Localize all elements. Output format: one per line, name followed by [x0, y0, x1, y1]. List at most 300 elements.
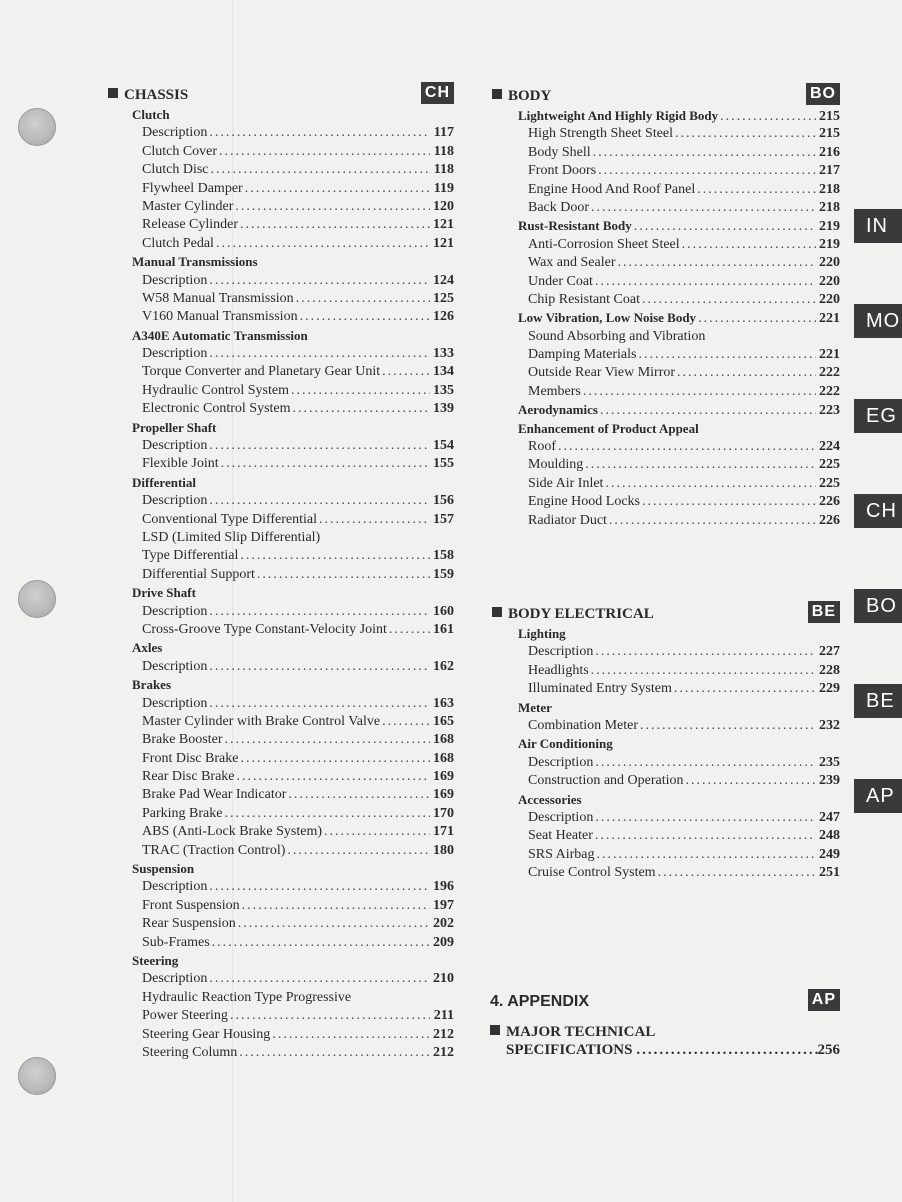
body-electrical-code-tab: BE: [808, 601, 840, 623]
bullet-square-icon: [490, 1025, 500, 1035]
binder-hole-middle: [18, 580, 56, 618]
leader-dots: [696, 310, 816, 328]
toc-group-heading: Manual Transmissions: [132, 254, 258, 270]
toc-entry: [132, 1044, 454, 1062]
toc-entry-page: 169: [433, 769, 454, 785]
toc-entry-title: Cross-Groove Type Constant-Velocity Joint: [142, 621, 387, 637]
leader-dots: [289, 382, 430, 400]
toc-entry: [518, 254, 840, 272]
appendix-entry-title-cont: SPECIFICATIONS: [506, 1042, 633, 1058]
leader-dots: [593, 827, 816, 845]
toc-group-heading: [518, 107, 840, 125]
leader-dots: [286, 786, 430, 804]
leader-dots: [581, 383, 816, 401]
toc-entry: [132, 731, 454, 749]
leader-dots: [695, 181, 816, 199]
toc-entry: [132, 915, 454, 933]
toc-entry-page: 222: [819, 383, 840, 399]
toc-entry: [132, 143, 454, 161]
leader-dots: [207, 695, 430, 713]
toc-entry-page: 135: [433, 382, 454, 398]
toc-entry-title: Master Cylinder: [142, 198, 234, 214]
appendix-heading: [490, 991, 840, 1013]
toc-entry-title: Sub-Frames: [142, 934, 210, 950]
toc-entry-title: Description: [142, 971, 208, 987]
leader-dots: [718, 108, 816, 126]
toc-entry-page: 228: [819, 662, 840, 678]
toc-entry-page: 216: [819, 144, 840, 160]
leader-dots: [636, 346, 816, 364]
body-electrical-title: BODY ELECTRICAL: [508, 606, 654, 622]
leader-dots: [672, 680, 816, 698]
toc-entry-page: 118: [433, 162, 454, 178]
appendix-entry-line2: [490, 1041, 840, 1059]
toc-entry-title: Headlights: [528, 662, 589, 678]
toc-entry: [518, 680, 840, 698]
toc-group-heading: Suspension: [132, 861, 195, 877]
toc-entry-page: 169: [433, 787, 454, 803]
leader-dots: [228, 1007, 430, 1025]
toc-entry-page: 159: [433, 566, 454, 582]
toc-entry-title: V160 Manual Transmission: [142, 309, 298, 325]
toc-entry-title: Under Coat: [528, 273, 593, 289]
toc-group-heading: Enhancement of Product Appeal: [518, 420, 699, 436]
toc-entry: [132, 382, 454, 400]
toc-group-page: 221: [819, 311, 840, 327]
leader-dots: [640, 493, 816, 511]
leader-dots: [380, 713, 430, 731]
toc-entry-page: 170: [433, 805, 454, 821]
toc-entry: [132, 198, 454, 216]
toc-entry-title: Description: [142, 879, 208, 895]
toc-entry: [132, 695, 454, 713]
leader-dots: [638, 717, 816, 735]
toc-entry-title: Steering Column: [142, 1044, 238, 1060]
appendix-entry-line1: [490, 1023, 840, 1041]
binder-hole-bottom: [18, 1057, 56, 1095]
toc-entry: [132, 161, 454, 179]
toc-entry: [132, 124, 454, 142]
toc-entry: Hydraulic Reaction Type Progressive: [142, 989, 352, 1005]
toc-entry-title: Conventional Type Differential: [142, 511, 318, 527]
toc-entry: [132, 823, 454, 841]
leader-dots: [322, 823, 430, 841]
leader-dots: [207, 272, 430, 290]
toc-entry-page: 120: [433, 198, 454, 214]
leader-dots: [593, 754, 816, 772]
toc-entry-page: 220: [819, 255, 840, 271]
toc-entry-title: Description: [142, 125, 208, 141]
leader-dots: [207, 658, 430, 676]
toc-entry-page: 168: [433, 732, 454, 748]
toc-entry-title: Combination Meter: [528, 717, 639, 733]
toc-group-heading: Drive Shaft: [132, 585, 196, 601]
body-heading: [492, 85, 840, 107]
bullet-square-icon: [492, 89, 502, 99]
toc-entry-title: Torque Converter and Planetary Gear Unit: [142, 364, 381, 380]
toc-entry: [132, 216, 454, 234]
leader-dots: [214, 235, 430, 253]
toc-entry-page: 218: [819, 199, 840, 215]
toc-entry-title: Description: [142, 493, 208, 509]
toc-entry-title: Release Cylinder: [142, 217, 239, 233]
leader-dots: [222, 805, 430, 823]
toc-entry-page: 197: [433, 897, 454, 913]
toc-entry: [132, 970, 454, 988]
toc-entry: [132, 566, 454, 584]
toc-entry-title: Description: [142, 695, 208, 711]
toc-entry: [132, 897, 454, 915]
toc-entry-title: Outside Rear View Mirror: [528, 365, 676, 381]
toc-group-page: 223: [819, 403, 840, 419]
toc-entry: [132, 750, 454, 768]
leader-dots: [294, 290, 430, 308]
leader-dots: [589, 199, 816, 217]
toc-entry: [518, 364, 840, 382]
toc-entry-title: Differential Support: [142, 566, 255, 582]
toc-entry-title: Steering Gear Housing: [142, 1026, 271, 1042]
leader-dots: [380, 363, 430, 381]
toc-entry-title: Clutch Disc: [142, 162, 209, 178]
leader-dots: [673, 125, 816, 143]
toc-entry-title: Description: [528, 644, 594, 660]
appendix-title: 4. APPENDIX: [490, 993, 589, 1010]
leader-dots: [238, 547, 430, 565]
leader-dots: [589, 662, 816, 680]
leader-dots: [209, 161, 431, 179]
toc-entry: [518, 438, 840, 456]
toc-entry: [518, 236, 840, 254]
toc-group-heading: Axles: [132, 640, 163, 656]
toc-entry-page: 249: [819, 846, 840, 862]
toc-group-heading: [518, 217, 840, 235]
toc-group-heading: Brakes: [132, 677, 171, 693]
toc-group-name: Lightweight And Highly Rigid Body: [518, 108, 719, 123]
toc-entry: LSD (Limited Slip Differential): [142, 529, 321, 545]
toc-entry-page: 232: [819, 717, 840, 733]
leader-dots: [243, 180, 430, 198]
toc-entry-title: Engine Hood Locks: [528, 494, 640, 510]
toc-entry-page: 165: [433, 713, 454, 729]
toc-entry-page: 119: [433, 180, 454, 196]
toc-entry: [518, 383, 840, 401]
leader-dots: [603, 475, 816, 493]
toc-entry: [132, 934, 454, 952]
toc-group-page: 219: [819, 219, 840, 235]
toc-entry-page: 163: [433, 695, 454, 711]
appendix-code-tab: AP: [808, 989, 840, 1011]
toc-group-heading: Air Conditioning: [518, 736, 613, 752]
appendix-section: [490, 991, 840, 1059]
leader-dots: [255, 566, 430, 584]
toc-entry-title: Brake Booster: [142, 732, 223, 748]
toc-entry: [518, 717, 840, 735]
toc-entry-page: 212: [433, 1044, 454, 1060]
edge-tab-bo[interactable]: BO: [854, 589, 902, 623]
toc-entry: [132, 713, 454, 731]
toc-entry-title: Clutch Cover: [142, 143, 218, 159]
toc-group-heading: [518, 401, 840, 419]
toc-entry-title: Radiator Duct: [528, 512, 607, 528]
toc-entry-title: Hydraulic Control System: [142, 382, 289, 398]
toc-group-heading: Accessories: [518, 791, 582, 807]
leader-dots: [598, 402, 816, 420]
chassis-heading: [108, 84, 454, 106]
toc-entry: [132, 437, 454, 455]
toc-entry-page: 217: [819, 163, 840, 179]
toc-entry: [132, 603, 454, 621]
toc-entry: [518, 346, 840, 364]
leader-dots: [235, 768, 430, 786]
leader-dots: [675, 364, 816, 382]
toc-entry: [132, 786, 454, 804]
toc-entry-page: 229: [819, 681, 840, 697]
toc-group-heading: Propeller Shaft: [132, 419, 217, 435]
toc-entry: [132, 768, 454, 786]
leader-dots: [680, 236, 816, 254]
toc-entry: [132, 345, 454, 363]
toc-entry-page: 155: [433, 456, 454, 472]
toc-entry-title: Type Differential: [142, 548, 239, 564]
toc-entry: [132, 805, 454, 823]
toc-entry-page: 171: [433, 824, 454, 840]
toc-group-heading: Meter: [518, 699, 552, 715]
leader-dots: [207, 603, 430, 621]
bullet-square-icon: [108, 88, 118, 98]
toc-entry: [132, 878, 454, 896]
toc-entry: [132, 235, 454, 253]
toc-entry: [518, 144, 840, 162]
toc-entry-page: 168: [433, 750, 454, 766]
toc-entry-title: Chip Resistant Coat: [528, 291, 640, 307]
toc-group-heading: Clutch: [132, 107, 170, 122]
toc-entry-title: Moulding: [528, 457, 584, 473]
toc-entry-page: 226: [819, 494, 840, 510]
leader-dots: [236, 915, 430, 933]
leader-dots: [237, 1044, 430, 1062]
toc-entry-page: 124: [433, 272, 454, 288]
toc-entry-page: 121: [433, 235, 454, 251]
toc-entry: [132, 290, 454, 308]
leader-dots: [207, 345, 430, 363]
toc-group-heading: Steering: [132, 952, 179, 968]
edge-tab-mo[interactable]: MO: [854, 304, 902, 338]
toc-entry-page: 251: [819, 865, 840, 881]
toc-entry-page: 211: [433, 1008, 454, 1024]
toc-entry-title: TRAC (Traction Control): [142, 842, 286, 858]
toc-entry-title: Damping Materials: [528, 347, 637, 363]
leader-dots: [207, 437, 430, 455]
body-electrical-heading: [492, 603, 840, 625]
toc-entry-page: 158: [433, 548, 454, 564]
toc-entry-page: 117: [433, 125, 454, 141]
toc-entry-page: 209: [433, 934, 454, 950]
appendix-entry-title: MAJOR TECHNICAL: [506, 1024, 656, 1040]
toc-group-heading: Lighting: [518, 626, 566, 641]
toc-entry-title: Description: [142, 438, 208, 454]
toc-entry-page: 139: [433, 401, 454, 417]
toc-entry-title: Engine Hood And Roof Panel: [528, 181, 696, 197]
toc-entry-page: 156: [433, 493, 454, 509]
leader-dots: [222, 731, 430, 749]
toc-entry: [132, 308, 454, 326]
leader-dots: [291, 400, 430, 418]
toc-entry: [132, 511, 454, 529]
toc-entry-title: Clutch Pedal: [142, 235, 214, 251]
leader-dots: [593, 809, 816, 827]
toc-entry: [518, 754, 840, 772]
toc-entry: [518, 512, 840, 530]
toc-entry-page: 221: [819, 347, 840, 363]
edge-tab-eg[interactable]: EG: [854, 399, 902, 433]
toc-entry: [518, 662, 840, 680]
edge-tab-in[interactable]: IN: [854, 209, 902, 243]
toc-entry: [518, 864, 840, 882]
leader-dots: [207, 878, 430, 896]
toc-entry-page: 239: [819, 773, 840, 789]
toc-group-name: Rust-Resistant Body: [518, 218, 632, 234]
toc-entry-title: Description: [142, 603, 208, 619]
toc-entry-page: 220: [819, 291, 840, 307]
toc-entry-title: Cruise Control System: [528, 865, 656, 881]
toc-entry: [132, 455, 454, 473]
toc-entry-page: 220: [819, 273, 840, 289]
leader-dots: [207, 124, 430, 142]
toc-entry-title: Front Doors: [528, 163, 597, 179]
leader-dots: [298, 308, 430, 326]
toc-entry-page: 125: [433, 290, 454, 306]
toc-entry-page: 162: [433, 658, 454, 674]
toc-entry-page: 227: [819, 644, 840, 660]
toc-group-heading: A340E Automatic Transmission: [132, 327, 308, 343]
toc-entry-title: Front Suspension: [142, 897, 240, 913]
toc-entry-title: Seat Heater: [528, 828, 593, 844]
toc-entry-title: Front Disc Brake: [142, 750, 239, 766]
toc-entry: [132, 1007, 454, 1025]
toc-entry-title: Master Cylinder with Brake Control Valve: [142, 713, 381, 729]
toc-entry-title: Back Door: [528, 199, 590, 215]
toc-entry-page: 157: [433, 511, 454, 527]
appendix-entry-page: 256: [817, 1042, 840, 1058]
toc-entry: [518, 273, 840, 291]
toc-entry-page: 161: [433, 621, 454, 637]
body-contents: [492, 107, 840, 530]
toc-entry: [518, 291, 840, 309]
toc-entry-title: Flexible Joint: [142, 456, 219, 472]
toc-entry: [132, 658, 454, 676]
toc-entry: [518, 772, 840, 790]
toc-group-heading: Differential: [132, 474, 197, 490]
toc-entry: [518, 475, 840, 493]
toc-entry: [518, 643, 840, 661]
toc-entry: [132, 547, 454, 565]
toc-entry: [132, 492, 454, 510]
toc-entry: Sound Absorbing and Vibration: [528, 328, 706, 344]
leader-dots: [317, 511, 430, 529]
toc-entry-page: 218: [819, 181, 840, 197]
bullet-square-icon: [492, 607, 502, 617]
toc-entry-page: 225: [819, 475, 840, 491]
toc-entry-page: 224: [819, 439, 840, 455]
leader-dots: [238, 750, 430, 768]
toc-entry-title: Electronic Control System: [142, 401, 291, 417]
leader-dots: [632, 218, 816, 236]
toc-entry-page: 154: [433, 438, 454, 454]
body-electrical-section: [492, 603, 840, 882]
toc-entry-title: High Strength Sheet Steel: [528, 126, 674, 142]
toc-entry: [518, 827, 840, 845]
toc-entry-page: 202: [433, 916, 454, 932]
chassis-code-tab: CH: [421, 82, 454, 104]
toc-group-name: Aerodynamics: [518, 402, 598, 418]
leader-dots: [596, 162, 816, 180]
edge-tab-ch[interactable]: CH: [854, 494, 902, 528]
toc-entry-title: Rear Disc Brake: [142, 769, 235, 785]
leader-dots: [593, 643, 816, 661]
toc-entry-page: 219: [819, 236, 840, 252]
leader-dots: [217, 143, 430, 161]
body-code-tab: BO: [806, 83, 840, 105]
toc-entry-title: Brake Pad Wear Indicator: [142, 787, 287, 803]
toc-entry-title: Body Shell: [528, 144, 591, 160]
toc-entry: [132, 400, 454, 418]
toc-entry-title: Rear Suspension: [142, 916, 236, 932]
toc-entry-title: Description: [142, 658, 208, 674]
leader-dots: [210, 934, 430, 952]
leader-dots: [387, 621, 430, 639]
toc-entry-page: 235: [819, 754, 840, 770]
toc-group-page: 215: [819, 109, 840, 124]
toc-entry-page: 196: [433, 879, 454, 895]
chassis-title: CHASSIS: [124, 87, 189, 103]
leader-dots: [607, 512, 816, 530]
edge-tab-ap[interactable]: AP: [854, 779, 902, 813]
toc-entry-page: 121: [433, 217, 454, 233]
leader-dots: [556, 438, 816, 456]
toc-entry: [518, 846, 840, 864]
toc-entry: [132, 363, 454, 381]
toc-entry: [518, 162, 840, 180]
toc-entry-title: Description: [528, 754, 594, 770]
leader-dots: [640, 291, 816, 309]
leader-dots: [632, 1041, 817, 1059]
toc-entry-title: Illuminated Entry System: [528, 681, 672, 697]
leader-dots: [684, 772, 816, 790]
toc-entry: [132, 180, 454, 198]
edge-tab-be[interactable]: BE: [854, 684, 902, 718]
toc-entry: [132, 621, 454, 639]
toc-group-heading: [518, 309, 840, 327]
toc-entry-page: 226: [819, 512, 840, 528]
toc-entry-title: Wax and Sealer: [528, 255, 616, 271]
leader-dots: [240, 897, 430, 915]
toc-entry: [518, 181, 840, 199]
toc-entry-page: 225: [819, 457, 840, 473]
toc-entry-page: 212: [433, 1026, 454, 1042]
toc-entry: [132, 272, 454, 290]
toc-group-name: Low Vibration, Low Noise Body: [518, 310, 697, 326]
toc-entry-page: 215: [819, 126, 840, 142]
toc-entry-title: Roof: [528, 439, 556, 455]
chassis-contents: [108, 106, 454, 1062]
toc-entry: [132, 1026, 454, 1044]
body-section: [492, 85, 840, 530]
body-title: BODY: [508, 88, 552, 104]
toc-entry-title: Description: [142, 346, 208, 362]
toc-entry-title: Power Steering: [142, 1008, 228, 1024]
toc-entry-page: 180: [433, 842, 454, 858]
toc-entry-title: Description: [528, 809, 594, 825]
